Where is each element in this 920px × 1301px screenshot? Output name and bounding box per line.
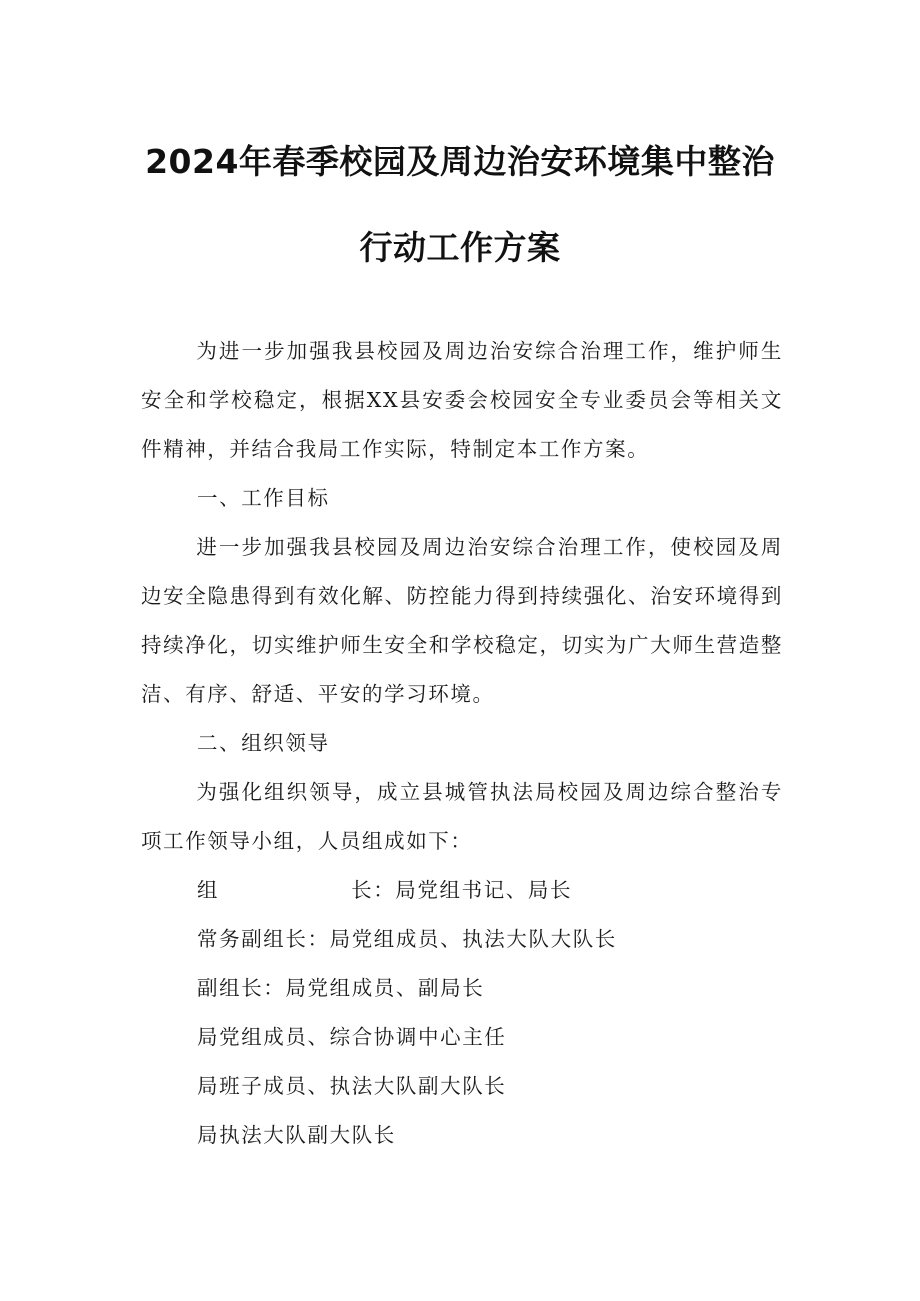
member-line: 局班子成员、执法大队副大队长 bbox=[197, 1074, 507, 1098]
leader-label-right: 长：局党组书记、局长 bbox=[351, 878, 573, 902]
document-body bbox=[141, 327, 783, 1160]
member-line: 常务副组长：局党组成员、执法大队大队长 bbox=[197, 927, 617, 951]
leader-line bbox=[141, 866, 783, 915]
document-title-line-2: 行动工作方案 bbox=[359, 228, 561, 267]
goals-paragraph: 进一步加强我县校园及周边治安综合治理工作，使校园及周边安全隐患得到有效化解、防控能力得到持续强化、治安环境得到持续净化，切实维护师生安全和学校稳定，切实为广大师生营造整洁、有序、舒适、平安的学习环境。 bbox=[141, 535, 783, 706]
leadership-paragraph: 为强化组织领导，成立县城管执法局校园及周边综合整治专项工作领导小组，人员组成如下： bbox=[141, 780, 783, 853]
section-heading-leadership: 二、组织领导 bbox=[197, 731, 330, 755]
member-line: 副组长：局党组成员、副局长 bbox=[197, 976, 485, 1000]
intro-paragraph: 为进一步加强我县校园及周边治安综合治理工作，维护师生安全和学校稳定，根据XX县安委会校园安全专业委员会等相关文件精神，并结合我局工作实际，特制定本工作方案。 bbox=[141, 339, 783, 461]
section-heading-goals: 一、工作目标 bbox=[197, 486, 330, 510]
member-line: 局党组成员、综合协调中心主任 bbox=[197, 1025, 507, 1049]
document-title-line-1: 2024年春季校园及周边治安环境集中整治 bbox=[145, 142, 775, 181]
leader-label-left: 组 bbox=[197, 878, 220, 902]
member-line: 局执法大队副大队长 bbox=[197, 1123, 396, 1147]
